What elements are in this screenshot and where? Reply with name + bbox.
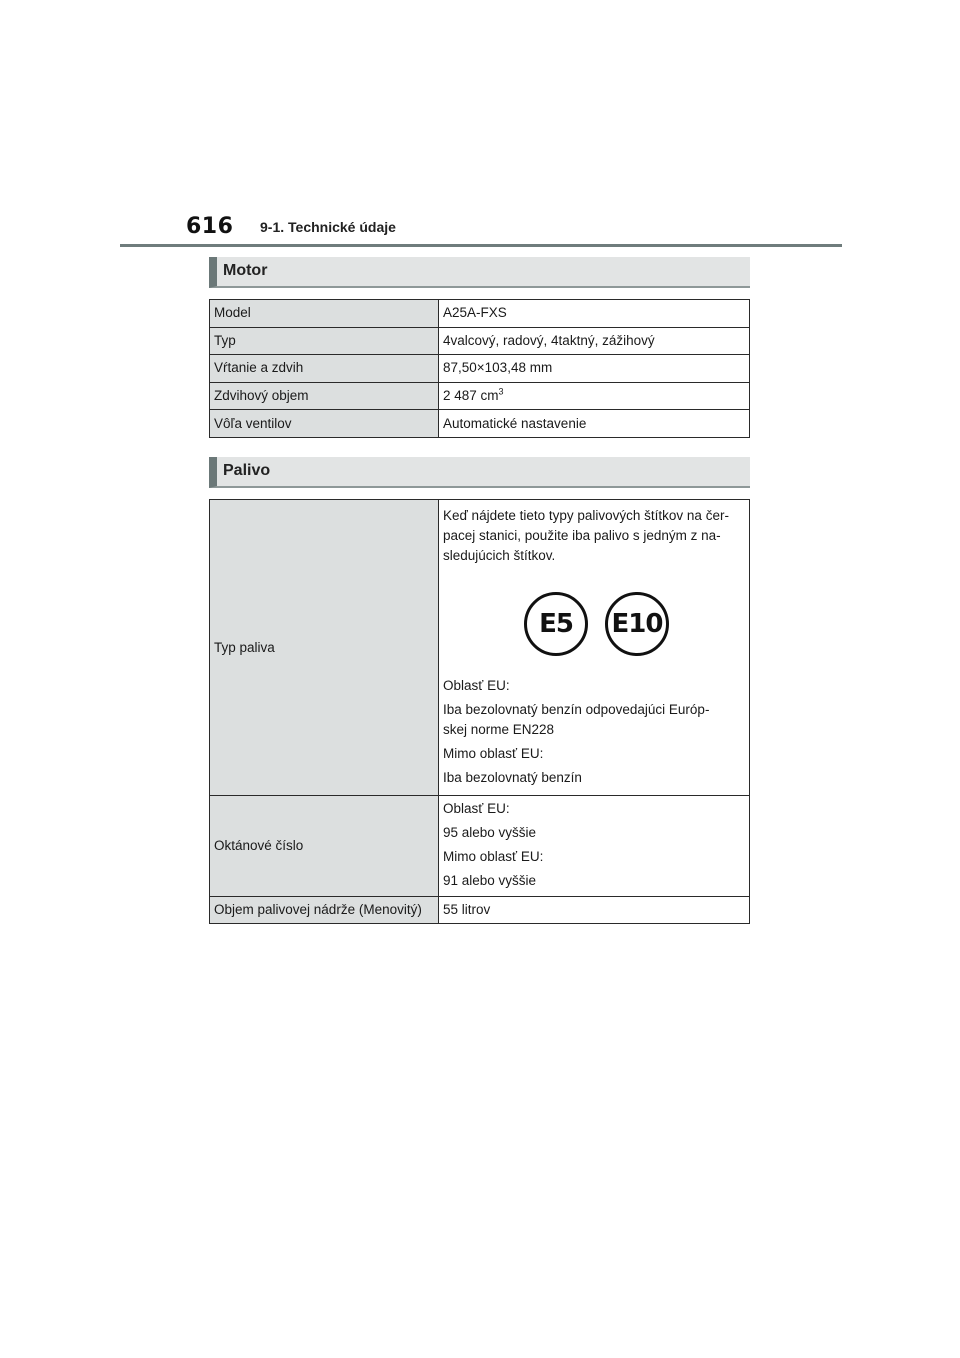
fuel-spec-table	[209, 499, 750, 924]
section-title: 9-1. Technické údaje	[260, 219, 396, 235]
eu-region-label: Oblasť EU:	[443, 678, 510, 693]
eu-region-label: Oblasť EU:	[443, 801, 510, 816]
row-label: Objem palivovej nádrže (Menovitý)	[210, 897, 439, 924]
fuel-label-badges	[443, 592, 745, 656]
row-label: Zdvihový objem	[210, 382, 439, 410]
row-label: Vŕtanie a zdvih	[210, 355, 439, 383]
motor-heading	[209, 257, 750, 288]
row-label: Model	[210, 300, 439, 328]
table-row	[210, 897, 750, 924]
row-label: Vôľa ventilov	[210, 410, 439, 438]
header-rule	[120, 244, 842, 247]
fuel-intro-line: pacej stanici, použite iba palivo s jedným z na-	[443, 528, 721, 543]
table-row	[210, 500, 750, 796]
fuel-intro-line: Keď nájdete tieto typy palivových štítkov na čer-	[443, 508, 729, 523]
eu-octane-value: 95 alebo vyššie	[443, 825, 537, 840]
table-row	[210, 796, 750, 897]
row-value	[439, 500, 750, 796]
table-row	[210, 410, 750, 438]
eu-fuel-line: Iba bezolovnatý benzín odpovedajúci Európ-	[443, 702, 710, 717]
row-value: 4valcový, radový, 4taktný, zážihový	[439, 327, 750, 355]
table-row	[210, 327, 750, 355]
row-value	[439, 382, 750, 410]
e10-fuel-label-icon: E10	[605, 592, 669, 656]
row-value: 55 litrov	[439, 897, 750, 924]
motor-heading-text: Motor	[223, 262, 268, 279]
displacement-value: 2 487 cm	[443, 388, 499, 404]
table-row	[210, 355, 750, 383]
non-eu-octane-value: 91 alebo vyššie	[443, 873, 537, 888]
palivo-heading-text: Palivo	[223, 462, 271, 479]
row-label: Typ	[210, 327, 439, 355]
row-label: Oktánové číslo	[210, 796, 439, 897]
row-value: Automatické nastavenie	[439, 410, 750, 438]
palivo-heading	[209, 457, 750, 488]
table-row	[210, 382, 750, 410]
row-label: Typ paliva	[210, 500, 439, 796]
unit-exponent: 3	[498, 386, 504, 397]
non-eu-region-label: Mimo oblasť EU:	[443, 746, 544, 761]
eu-fuel-line: skej norme EN228	[443, 722, 555, 737]
table-row	[210, 300, 750, 328]
row-value: A25A-FXS	[439, 300, 750, 328]
motor-spec-table	[209, 299, 750, 438]
row-value	[439, 796, 750, 897]
non-eu-region-label: Mimo oblasť EU:	[443, 849, 544, 864]
e5-fuel-label-icon: E5	[524, 592, 588, 656]
row-value: 87,50×103,48 mm	[439, 355, 750, 383]
fuel-intro-line: sledujúcich štítkov.	[443, 548, 556, 563]
page-number: 616	[186, 214, 234, 239]
non-eu-fuel-value: Iba bezolovnatý benzín	[443, 770, 582, 785]
